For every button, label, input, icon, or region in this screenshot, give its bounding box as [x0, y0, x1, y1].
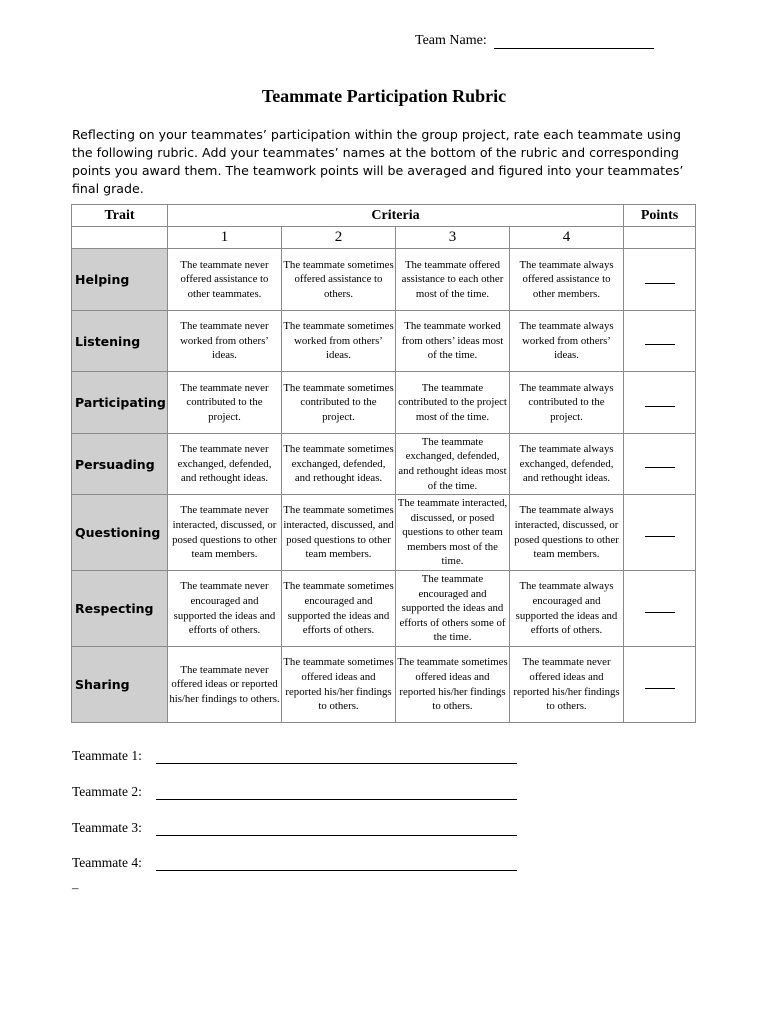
criteria-cell: The teammate worked from others’ ideas most of the time.	[396, 311, 510, 372]
score-level-blank	[72, 227, 168, 249]
points-blank[interactable]	[645, 399, 675, 407]
points-blank[interactable]	[645, 529, 675, 537]
criteria-cell: The teammate sometimes worked from others’ ideas.	[282, 311, 396, 372]
score-level: 3	[396, 227, 510, 249]
trait-label: Participating	[72, 372, 168, 434]
points-cell[interactable]	[624, 372, 696, 434]
criteria-cell: The teammate never offered assistance to other teammates.	[168, 249, 282, 311]
criteria-cell: The teammate never worked from others’ ideas.	[168, 311, 282, 372]
teammate-2-field	[72, 784, 142, 800]
criteria-header: Criteria	[168, 205, 624, 227]
points-cell[interactable]	[624, 495, 696, 571]
points-blank[interactable]	[645, 337, 675, 345]
points-cell[interactable]	[624, 571, 696, 647]
criteria-cell: The teammate sometimes offered ideas and reported his/her findings to others.	[396, 647, 510, 723]
criteria-cell: The teammate never contributed to the project.	[168, 372, 282, 434]
teammate-4-label: Teammate 4:	[72, 855, 142, 870]
points-blank[interactable]	[645, 605, 675, 613]
teammate-2-blank[interactable]	[156, 799, 517, 800]
criteria-cell: The teammate always interacted, discussed, or posed questions to other team members.	[510, 495, 624, 571]
teammate-1-blank[interactable]	[156, 763, 517, 764]
teammate-2-label: Teammate 2:	[72, 784, 142, 799]
page-title: Teammate Participation Rubric	[261, 86, 507, 106]
criteria-cell: The teammate exchanged, defended, and rethought ideas most of the time.	[396, 434, 510, 495]
rubric-row-respecting	[72, 571, 696, 647]
trait-label: Respecting	[72, 571, 168, 647]
criteria-cell: The teammate offered assistance to each other most of the time.	[396, 249, 510, 311]
teammate-1-label: Teammate 1:	[72, 748, 142, 763]
criteria-cell: The teammate always offered assistance to other members.	[510, 249, 624, 311]
intro-paragraph: Reflecting on your teammates’ participation within the group project, rate each teammate using the following rubric. Add your teammates’ names at the bottom of the rubric and corresponding points you award them. The teamwork points will be averaged and figured into your teammates’ final grade.	[72, 127, 684, 196]
criteria-cell: The teammate never offered ideas or reported his/her findings to others.	[168, 647, 282, 723]
criteria-cell: The teammate contributed to the project most of the time.	[396, 372, 510, 434]
criteria-cell: The teammate always encouraged and supported the ideas and efforts of others.	[510, 571, 624, 647]
trait-label: Sharing	[72, 647, 168, 723]
teammate-3-blank[interactable]	[156, 835, 517, 836]
points-cell[interactable]	[624, 647, 696, 723]
criteria-cell: The teammate never interacted, discussed, or posed questions to other team members.	[168, 495, 282, 571]
criteria-cell: The teammate sometimes interacted, discussed, and posed questions to other team members.	[282, 495, 396, 571]
teammate-4-blank[interactable]	[156, 870, 517, 871]
teammate-3-field	[72, 820, 142, 836]
score-level-blank	[624, 227, 696, 249]
team-name-blank[interactable]	[494, 35, 654, 49]
trait-label: Helping	[72, 249, 168, 311]
score-level: 2	[282, 227, 396, 249]
rubric-row-helping	[72, 249, 696, 311]
trait-label: Listening	[72, 311, 168, 372]
criteria-cell: The teammate always exchanged, defended, and rethought ideas.	[510, 434, 624, 495]
trait-label: Persuading	[72, 434, 168, 495]
points-cell[interactable]	[624, 311, 696, 372]
rubric-header-row	[72, 205, 696, 227]
rubric-row-listening	[72, 311, 696, 372]
rubric-row-sharing	[72, 647, 696, 723]
teammate-1-field	[72, 748, 142, 764]
score-level: 4	[510, 227, 624, 249]
team-name-field	[415, 33, 654, 49]
criteria-cell: The teammate always contributed to the project.	[510, 372, 624, 434]
points-cell[interactable]	[624, 434, 696, 495]
teammate-4-field	[72, 855, 142, 871]
trait-label: Questioning	[72, 495, 168, 571]
criteria-cell: The teammate never exchanged, defended, and rethought ideas.	[168, 434, 282, 495]
criteria-cell: The teammate sometimes exchanged, defended, and rethought ideas.	[282, 434, 396, 495]
criteria-cell: The teammate never offered ideas and reported his/her findings to others.	[510, 647, 624, 723]
points-cell[interactable]	[624, 249, 696, 311]
points-blank[interactable]	[645, 681, 675, 689]
criteria-cell: The teammate never encouraged and supported the ideas and efforts of others.	[168, 571, 282, 647]
points-header: Points	[624, 205, 696, 227]
criteria-cell: The teammate sometimes encouraged and supported the ideas and efforts of others.	[282, 571, 396, 647]
team-name-label: Team Name:	[415, 33, 487, 48]
points-blank[interactable]	[645, 460, 675, 468]
trait-header: Trait	[72, 205, 168, 227]
criteria-cell: The teammate sometimes offered ideas and reported his/her findings to others.	[282, 647, 396, 723]
criteria-cell: The teammate interacted, discussed, or posed questions to other team members most of the time.	[396, 495, 510, 571]
score-level-row	[72, 227, 696, 249]
rubric-row-persuading	[72, 434, 696, 495]
criteria-cell: The teammate encouraged and supported the ideas and efforts of others some of the time.	[396, 571, 510, 647]
rubric-row-participating	[72, 372, 696, 434]
score-level: 1	[168, 227, 282, 249]
footer-mark: –	[72, 880, 79, 895]
rubric-table	[71, 204, 696, 723]
rubric-row-questioning	[72, 495, 696, 571]
points-blank[interactable]	[645, 276, 675, 284]
criteria-cell: The teammate sometimes offered assistance to others.	[282, 249, 396, 311]
criteria-cell: The teammate always worked from others’ ideas.	[510, 311, 624, 372]
teammate-3-label: Teammate 3:	[72, 820, 142, 835]
criteria-cell: The teammate sometimes contributed to the project.	[282, 372, 396, 434]
